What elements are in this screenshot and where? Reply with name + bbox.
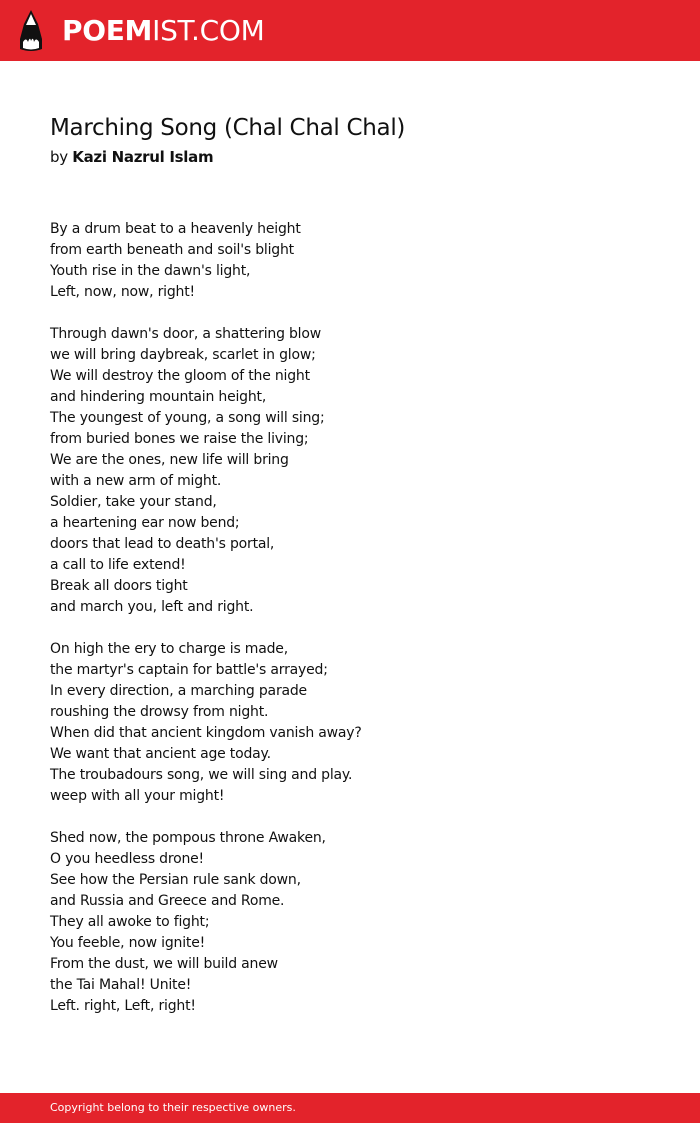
poem-line: By a drum beat to a heavenly height bbox=[50, 221, 301, 237]
site-footer bbox=[0, 1093, 700, 1123]
poem-stanza bbox=[50, 828, 650, 1017]
poem-stanza bbox=[50, 324, 650, 618]
poem-line: a heartening ear now bend; bbox=[50, 515, 240, 531]
poem-line: The troubadours song, we will sing and play. bbox=[50, 767, 353, 783]
poem-line: The youngest of young, a song will sing; bbox=[50, 410, 325, 426]
poem-title: Marching Song (Chal Chal Chal) bbox=[50, 115, 406, 141]
poem-line: You feeble, now ignite! bbox=[50, 935, 206, 951]
poem-line: a call to life extend! bbox=[50, 557, 186, 573]
poem-line: When did that ancient kingdom vanish away? bbox=[50, 725, 362, 741]
poem-line: See how the Persian rule sank down, bbox=[50, 872, 301, 888]
poem-line: Left, now, now, right! bbox=[50, 284, 195, 300]
poem-line: and hindering mountain height, bbox=[50, 389, 267, 405]
site-logo[interactable] bbox=[62, 13, 265, 49]
poem-line: doors that lead to death's portal, bbox=[50, 536, 275, 552]
poem-byline bbox=[50, 148, 213, 166]
by-label: by bbox=[50, 148, 68, 166]
poem-line: roushing the drowsy from night. bbox=[50, 704, 269, 720]
poem-line: We are the ones, new life will bring bbox=[50, 452, 289, 468]
poem-line: On high the ery to charge is made, bbox=[50, 641, 288, 657]
site-header bbox=[0, 0, 700, 61]
poem-line: we will bring daybreak, scarlet in glow; bbox=[50, 347, 316, 363]
poem-line: Through dawn's door, a shattering blow bbox=[50, 326, 321, 342]
poem-line: from buried bones we raise the living; bbox=[50, 431, 309, 447]
poem-body bbox=[50, 219, 650, 1038]
poem-line: Shed now, the pompous throne Awaken, bbox=[50, 830, 326, 846]
poem-line: the martyr's captain for battle's arrayed; bbox=[50, 662, 328, 678]
copyright-notice: Copyright belong to their respective owners. bbox=[50, 1101, 296, 1114]
poem-line: In every direction, a marching parade bbox=[50, 683, 307, 699]
poem-line: the Tai Mahal! Unite! bbox=[50, 977, 192, 993]
poem-line: Break all doors tight bbox=[50, 578, 188, 594]
poem-line: From the dust, we will build anew bbox=[50, 956, 278, 972]
poem-stanza bbox=[50, 639, 650, 807]
poem-line: from earth beneath and soil's blight bbox=[50, 242, 294, 258]
pen-nib-icon[interactable] bbox=[18, 9, 44, 52]
poem-line: weep with all your might! bbox=[50, 788, 225, 804]
poem-line: O you heedless drone! bbox=[50, 851, 204, 867]
poem-line: with a new arm of might. bbox=[50, 473, 222, 489]
poem-line: Soldier, take your stand, bbox=[50, 494, 217, 510]
logo-brand-light: IST.COM bbox=[152, 14, 265, 47]
poem-line: Left. right, Left, right! bbox=[50, 998, 196, 1014]
poem-author: Kazi Nazrul Islam bbox=[72, 148, 214, 166]
poem-line: They all awoke to fight; bbox=[50, 914, 210, 930]
poem-line: We want that ancient age today. bbox=[50, 746, 271, 762]
poem-line: and Russia and Greece and Rome. bbox=[50, 893, 285, 909]
poem-line: We will destroy the gloom of the night bbox=[50, 368, 310, 384]
poem-line: Youth rise in the dawn's light, bbox=[50, 263, 251, 279]
poem-stanza bbox=[50, 219, 650, 303]
logo-brand-bold: POEM bbox=[62, 14, 153, 47]
poem-line: and march you, left and right. bbox=[50, 599, 254, 615]
